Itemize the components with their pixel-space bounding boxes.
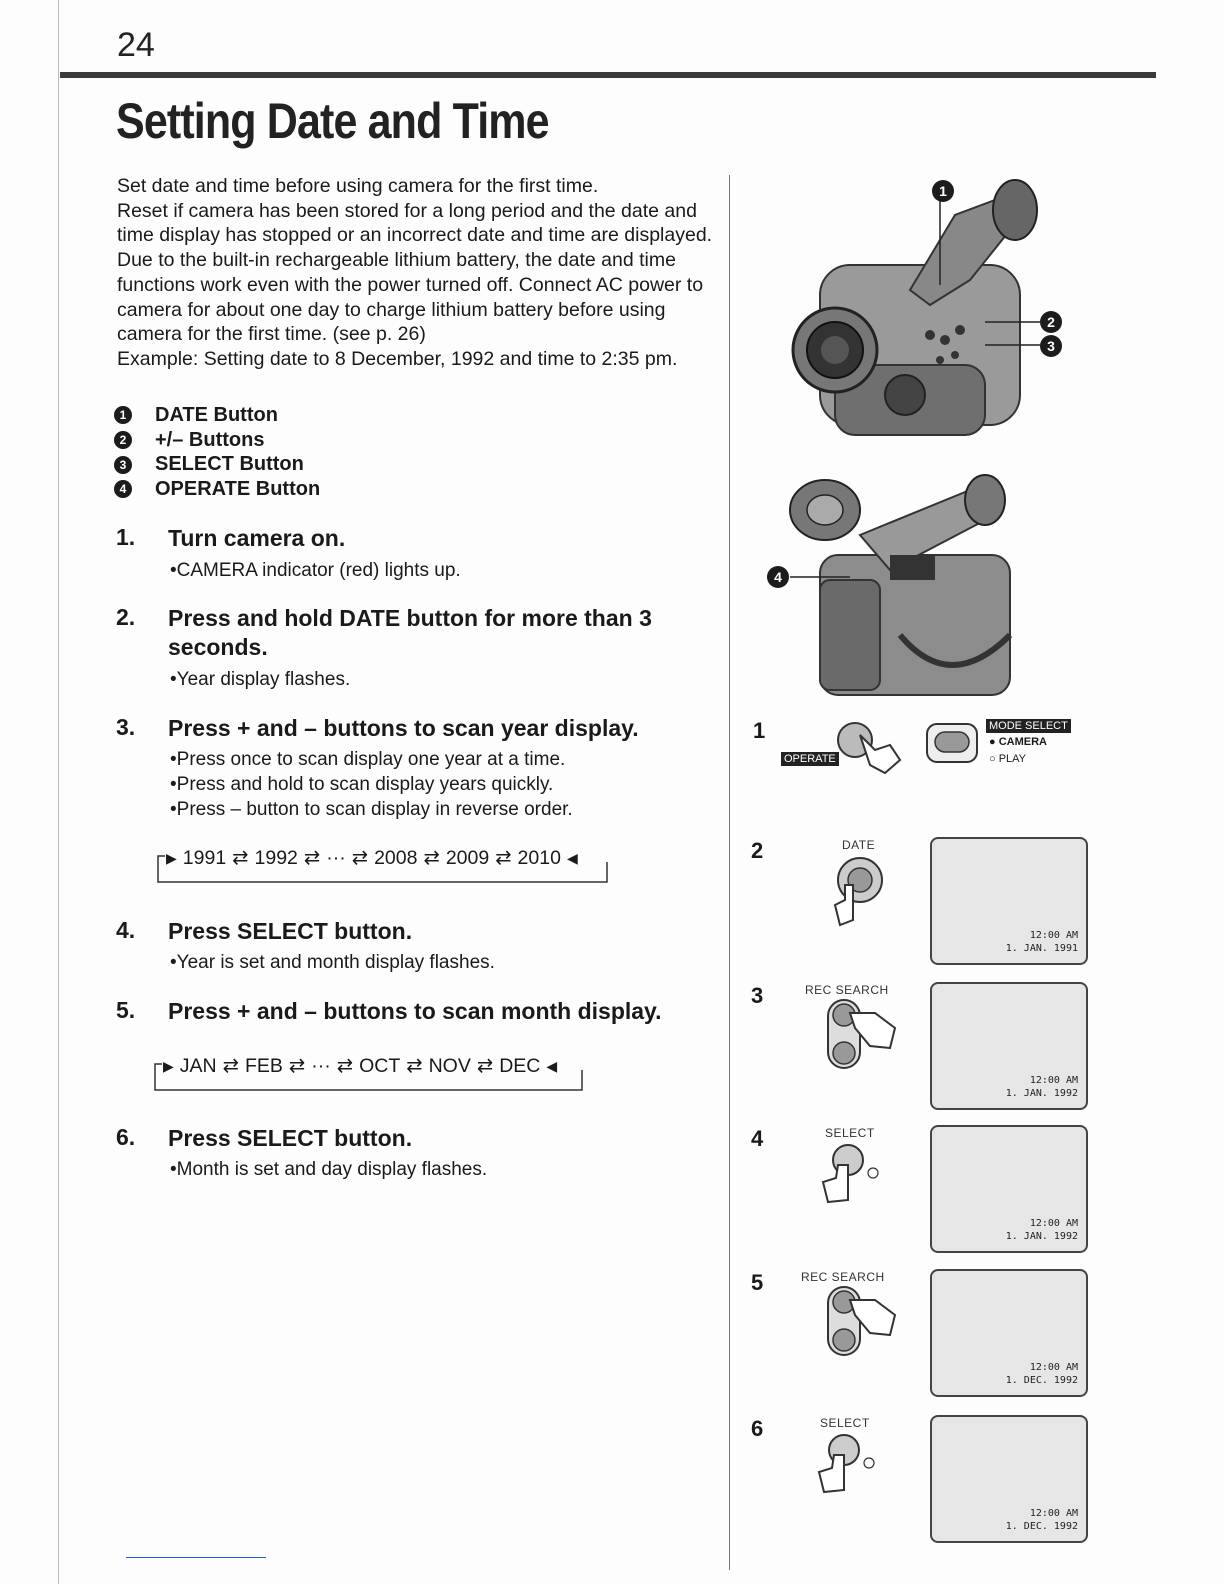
arrow-left-icon: ◀ bbox=[546, 1057, 558, 1074]
seq-value: 2008 bbox=[374, 846, 418, 869]
figure-step-number: 4 bbox=[751, 1126, 764, 1151]
column-divider bbox=[729, 175, 730, 1570]
arrow-right-icon: ▶ bbox=[163, 1057, 174, 1074]
year-loop-bracket bbox=[155, 849, 615, 886]
screen-time: 12:00 AM bbox=[1029, 1362, 1078, 1373]
step-number: 5. bbox=[116, 997, 136, 1023]
screen-date: 1. DEC. 1992 bbox=[1005, 1521, 1078, 1532]
step-bullet: •Press – button to scan display in reverse order. bbox=[170, 799, 573, 820]
seq-value: JAN bbox=[179, 1054, 217, 1077]
select-button-icon bbox=[814, 1430, 884, 1500]
page-title: Setting Date and Time bbox=[116, 93, 549, 149]
seq-value: 2009 bbox=[445, 846, 490, 869]
viewfinder-screen bbox=[930, 1125, 1088, 1253]
screen-date: 1. JAN. 1992 bbox=[1005, 1088, 1078, 1099]
step-title: Turn camera on. bbox=[168, 525, 346, 551]
seq-value: 1991 bbox=[182, 846, 227, 869]
rec-search-label: REC SEARCH bbox=[805, 983, 889, 997]
bottom-underline bbox=[126, 1557, 266, 1558]
callout-badge: 3 bbox=[1040, 335, 1062, 357]
screen-time: 12:00 AM bbox=[1029, 1508, 1078, 1519]
swap-arrows-icon: ⇄ bbox=[336, 1055, 354, 1077]
legend-item bbox=[114, 403, 320, 428]
step-number: 4. bbox=[116, 917, 136, 943]
callout-badge: 1 bbox=[114, 406, 132, 424]
viewfinder-screen bbox=[930, 1415, 1088, 1543]
arrow-left-icon: ◀ bbox=[566, 849, 578, 866]
seq-value: NOV bbox=[428, 1054, 471, 1077]
mode-play-label: ○ PLAY bbox=[989, 753, 1027, 765]
step-title: Press SELECT button. bbox=[168, 918, 413, 944]
select-button-icon bbox=[818, 1140, 888, 1210]
intro-text bbox=[117, 174, 717, 372]
mode-camera-label: ● CAMERA bbox=[989, 736, 1047, 748]
screen-time: 12:00 AM bbox=[1029, 1075, 1078, 1086]
step-title: Press + and – buttons to scan month display. bbox=[168, 998, 662, 1024]
callout-badge: 2 bbox=[1040, 311, 1062, 333]
step-number: 3. bbox=[116, 714, 136, 740]
figure-step-number: 6 bbox=[751, 1416, 764, 1441]
swap-arrows-icon: ⇄ bbox=[495, 847, 512, 869]
viewfinder-screen bbox=[930, 1269, 1088, 1397]
intro-line: Set date and time before using camera for the first time. bbox=[117, 175, 599, 197]
step-title: Press + and – buttons to scan year display. bbox=[168, 715, 639, 741]
legend-item bbox=[114, 477, 320, 502]
step-bullet: •Press and hold to scan display years quickly. bbox=[170, 774, 554, 795]
page-edge bbox=[58, 0, 59, 1584]
screen-date: 1. DEC. 1992 bbox=[1005, 1375, 1078, 1386]
callout-badge: 3 bbox=[114, 456, 132, 474]
rec-search-button-icon bbox=[820, 998, 905, 1073]
seq-value: 1992 bbox=[254, 846, 298, 869]
viewfinder-screen bbox=[930, 982, 1088, 1110]
step-bullet: •Month is set and day display flashes. bbox=[170, 1159, 488, 1180]
swap-arrows-icon: ⇄ bbox=[303, 847, 321, 869]
legend-label: SELECT Button bbox=[155, 453, 304, 476]
step-bullet: •Press once to scan display one year at a time. bbox=[170, 749, 566, 770]
camcorder-illustration-side bbox=[780, 465, 1040, 705]
figure-step-number: 1 bbox=[753, 718, 766, 743]
figure-step-number: 3 bbox=[751, 983, 764, 1008]
rec-search-button-icon bbox=[820, 1285, 905, 1360]
page-number: 24 bbox=[117, 26, 155, 64]
seq-value: ··· bbox=[311, 1054, 331, 1077]
seq-value: 2010 bbox=[517, 846, 561, 869]
swap-arrows-icon: ⇄ bbox=[476, 1055, 494, 1077]
seq-value: DEC bbox=[499, 1054, 541, 1077]
swap-arrows-icon: ⇄ bbox=[232, 847, 249, 869]
callout-badge: 4 bbox=[114, 480, 132, 498]
swap-arrows-icon: ⇄ bbox=[288, 1055, 306, 1077]
select-button-label: SELECT bbox=[820, 1416, 870, 1430]
seq-value: FEB bbox=[244, 1054, 283, 1077]
screen-date: 1. JAN. 1991 bbox=[1005, 943, 1078, 954]
callout-badge: 4 bbox=[767, 566, 789, 588]
screen-date: 1. JAN. 1992 bbox=[1005, 1231, 1078, 1242]
button-legend bbox=[114, 403, 320, 502]
date-button-icon bbox=[805, 855, 890, 935]
swap-arrows-icon: ⇄ bbox=[351, 847, 369, 869]
step-title: Press and hold DATE button for more than 3 seconds. bbox=[168, 605, 652, 660]
arrow-right-icon: ▶ bbox=[166, 849, 177, 866]
screen-time: 12:00 AM bbox=[1029, 930, 1078, 941]
month-loop-bracket bbox=[152, 1057, 592, 1094]
mode-select-switch-icon bbox=[925, 722, 980, 764]
figure-step-number: 2 bbox=[751, 838, 764, 863]
rec-search-label: REC SEARCH bbox=[801, 1270, 885, 1284]
intro-example: Example: Setting date to 8 December, 1992 and time to 2:35 pm. bbox=[117, 347, 678, 370]
legend-label: +/– Buttons bbox=[155, 428, 265, 451]
seq-value: OCT bbox=[359, 1054, 401, 1077]
intro-paragraph: Reset if camera has been stored for a long period and the date and time display has stopped or an incorrect date and time are displayed. Due to the built-in rechargeable lithium battery, the date and time functions work even with the power turned off. Connect AC power to camera for about one day to charge lithium battery before using camera for the first time. (see p. 26) bbox=[117, 199, 713, 346]
step-number: 1. bbox=[116, 524, 136, 550]
callout-badge: 1 bbox=[932, 180, 954, 202]
legend-item bbox=[114, 452, 320, 477]
viewfinder-screen bbox=[930, 837, 1088, 965]
legend-item bbox=[114, 428, 320, 453]
select-button-label: SELECT bbox=[825, 1126, 875, 1140]
swap-arrows-icon: ⇄ bbox=[423, 847, 440, 869]
callout-badge: 2 bbox=[114, 431, 132, 449]
figure-step-number: 5 bbox=[751, 1270, 764, 1295]
date-button-label: DATE bbox=[842, 838, 876, 852]
step-title: Press SELECT button. bbox=[168, 1125, 413, 1151]
step-bullet: •Year is set and month display flashes. bbox=[170, 952, 495, 973]
operate-button-icon bbox=[830, 715, 910, 775]
step-number: 6. bbox=[116, 1124, 136, 1150]
mode-select-label: MODE SELECT bbox=[986, 719, 1071, 733]
swap-arrows-icon: ⇄ bbox=[222, 1055, 239, 1077]
step-number: 2. bbox=[116, 604, 136, 630]
swap-arrows-icon: ⇄ bbox=[406, 1055, 423, 1077]
step-bullet: •CAMERA indicator (red) lights up. bbox=[170, 560, 461, 581]
operate-label: OPERATE bbox=[781, 752, 839, 766]
screen-time: 12:00 AM bbox=[1029, 1218, 1078, 1229]
step-bullet: •Year display flashes. bbox=[170, 669, 351, 690]
header-rule bbox=[60, 72, 1156, 78]
seq-value: ··· bbox=[326, 846, 346, 869]
camcorder-illustration-top bbox=[780, 170, 1080, 460]
legend-label: OPERATE Button bbox=[155, 477, 321, 500]
legend-label: DATE Button bbox=[155, 403, 278, 426]
